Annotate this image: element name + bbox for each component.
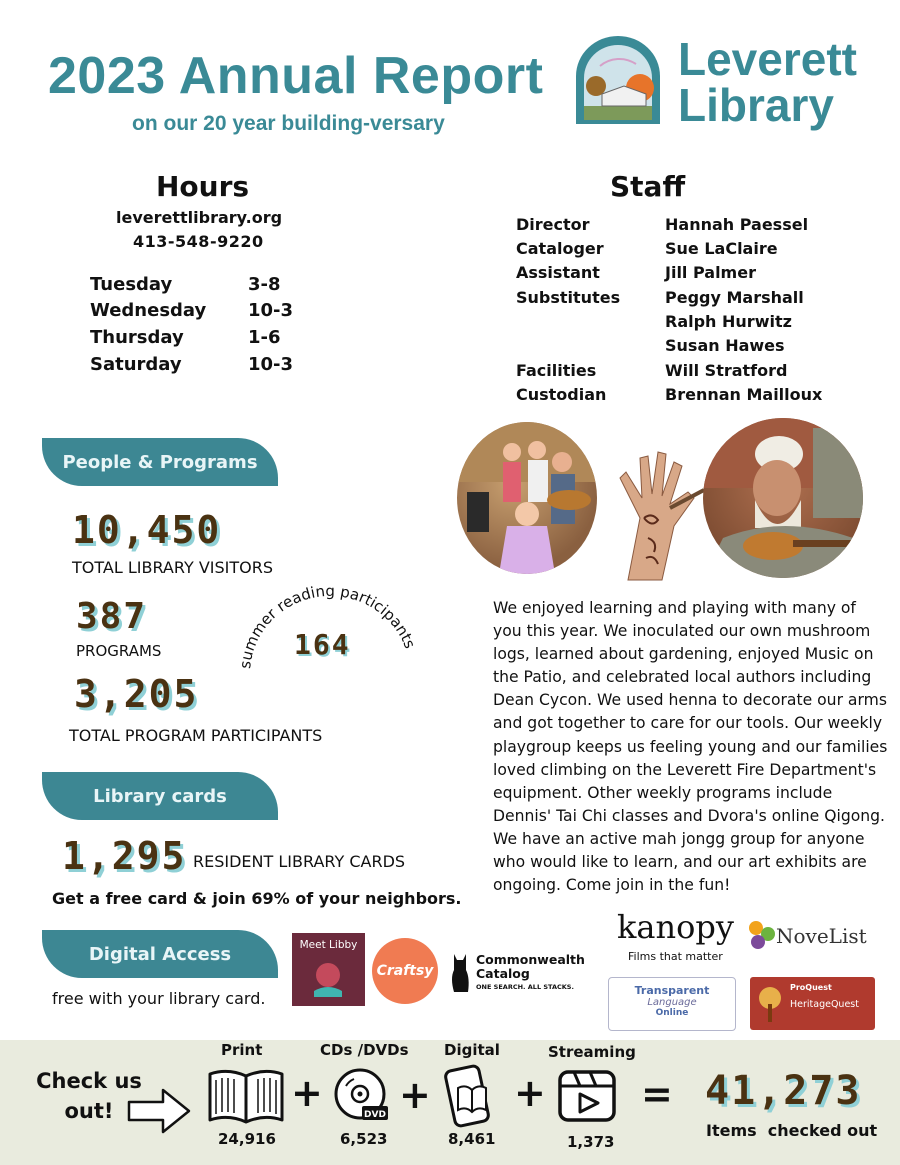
total-items-label: Items checked out [706,1121,878,1140]
libby-label: Meet Libby [299,939,358,951]
staff-name: Sue LaClaire [665,239,778,258]
print-value: 24,916 [218,1130,276,1148]
staff-name: Jill Palmer [665,263,756,282]
staff-name: Brennan Mailloux [665,385,823,404]
proquest-label: ProQuest [790,983,832,992]
equals-sign: = [641,1072,673,1116]
staff-role: Facilities [516,361,597,380]
staff-role: Director [516,215,590,234]
svg-text:DVD: DVD [364,1110,386,1120]
commonwealth-line2: Catalog [476,966,530,981]
participants-value: 3,205 [74,672,199,716]
craftsy-label: Craftsy [376,963,434,979]
library-logo-image [572,36,664,126]
programs-value: 387 [76,596,148,637]
transparent-line2: Language [647,997,697,1008]
transparent-line1: Transparent [634,984,710,997]
video-icon [556,1066,620,1130]
commonwealth-catalog-logo[interactable] [448,948,598,998]
cards-label: RESIDENT LIBRARY CARDS [193,852,406,871]
year-summary-paragraph: We enjoyed learning and playing with many of you this year. We inoculated our own mushroom logs, learned about gardening, enjoyed Music on the Patio, and celebrated local authors including Dean Cycon. We used henna to decorate our arms and got together to care for our tools. Our weekly playgroup keeps us feeling young and our families loved climbing on the Leverett Fire Department's equipment. Other weekly programs include Dennis' Tai Chi classes and Dvora's online Qigong. We have an active mah jongg group for anyone who would like to learn, and our art exhibits are ongoing. Come join in the fun! [493,599,888,895]
libby-icon [292,933,365,1006]
website-link[interactable]: leverettlibrary.org [116,208,283,227]
check-us-out-label: Check us out! [36,1069,142,1123]
tree-icon [755,984,785,1024]
phone-number: 413-548-9220 [133,232,264,251]
library-cards-tab: Library cards [42,772,278,820]
streaming-value: 1,373 [567,1133,615,1151]
novelist-dots-icon [746,918,778,954]
summer-reading-arc [228,572,428,682]
hours-day: Saturday [90,354,182,375]
hours-time: 1-6 [248,327,281,348]
arrow-right-icon [125,1086,195,1140]
photo-guitar-player [703,418,863,578]
staff-heading: Staff [610,170,686,203]
programs-label: PROGRAMS [76,642,162,660]
plus-sign: + [291,1071,323,1115]
plus-sign: + [514,1071,546,1115]
staff-name: Hannah Paessel [665,215,809,234]
novelist-logo[interactable] [746,918,876,954]
visitors-value: 10,450 [72,508,222,552]
hours-heading: Hours [156,170,250,203]
disc-icon [332,1066,392,1130]
staff-role: Custodian [516,385,607,404]
cds-dvds-label: CDs /DVDs [320,1041,409,1059]
digital-value: 8,461 [448,1130,496,1148]
summer-reading-label: summer reading participants [236,581,420,670]
total-items-value: 41,273 [705,1068,862,1114]
digital-access-tab: Digital Access [42,930,278,978]
staff-role: Assistant [516,263,600,282]
report-title: 2023 Annual Report [48,47,544,105]
kanopy-logo[interactable]: kanopy [617,908,734,946]
transparent-language-logo[interactable] [608,977,736,1031]
library-name-line1: Leverett [678,33,857,85]
cards-note: Get a free card & join 69% of your neighbors. [52,889,462,908]
hours-day: Wednesday [90,300,207,321]
library-name-line2: Library [678,79,834,131]
digital-access-note: free with your library card. [52,989,266,1008]
staff-name: Susan Hawes [665,336,785,355]
hours-time: 10-3 [248,300,294,321]
summer-reading-value: 164 [294,628,351,661]
hours-day: Tuesday [90,274,173,295]
photo-henna-hand [600,448,710,583]
photo-music-children [457,422,597,574]
cards-value: 1,295 [62,834,187,878]
digital-label: Digital [444,1041,500,1059]
hours-day: Thursday [90,327,184,348]
visitors-label: TOTAL LIBRARY VISITORS [72,558,273,577]
streaming-label: Streaming [548,1043,636,1061]
ebook-icon [440,1064,500,1132]
book-icon [206,1064,286,1130]
commonwealth-line1: Commonwealth [476,952,585,967]
libby-logo[interactable] [292,933,365,1006]
staff-role: Substitutes [516,288,621,307]
staff-name: Peggy Marshall [665,288,804,307]
cat-icon [448,948,474,996]
hours-time: 3-8 [248,274,281,295]
staff-role: Cataloger [516,239,604,258]
cds-dvds-value: 6,523 [340,1130,388,1148]
staff-name: Ralph Hurwitz [665,312,792,331]
plus-sign: + [399,1073,431,1117]
staff-name: Will Stratford [665,361,788,380]
people-programs-tab: People & Programs [42,438,278,486]
library-name [678,33,857,131]
craftsy-logo[interactable] [372,938,438,1004]
heritagequest-logo[interactable] [750,977,875,1030]
hours-time: 10-3 [248,354,294,375]
report-subtitle: on our 20 year building-versary [132,112,445,135]
kanopy-tagline: Films that matter [628,950,723,963]
heritagequest-label: HeritageQuest [790,999,859,1010]
commonwealth-tagline: ONE SEARCH. ALL STACKS. [476,983,574,991]
novelist-label: NoveList [776,924,867,948]
participants-label: TOTAL PROGRAM PARTICIPANTS [69,726,323,745]
transparent-line3: Online [655,1008,689,1018]
print-label: Print [221,1041,263,1059]
